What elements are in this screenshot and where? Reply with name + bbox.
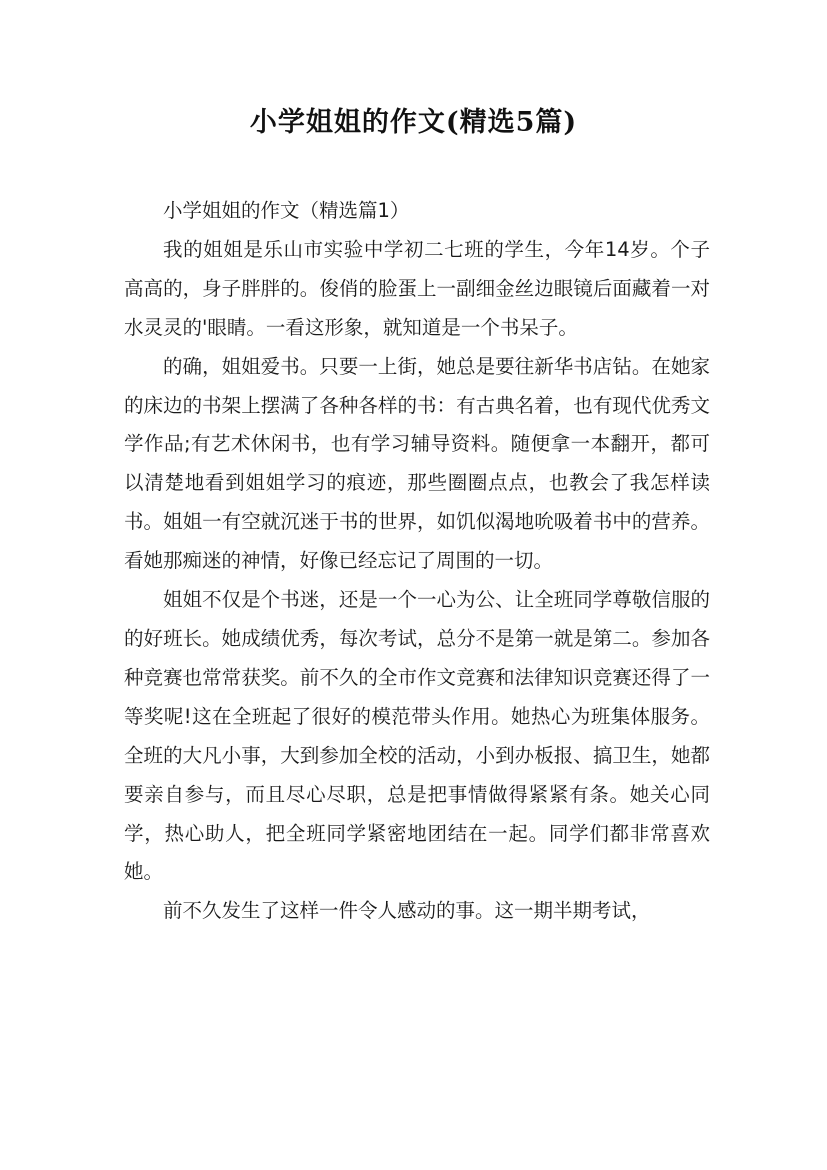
paragraph-2: 的确，姐姐爱书。只要一上街，她总是要往新华书店钻。在她家的床边的书架上摆满了各种各样的书：有古典名着，也有现代优秀文学作品;有艺术休闲书，也有学习辅导资料。随便拿一本翻开，都可以清楚地看到姐姐学习的痕迹，那些圈圈点点，也教会了我怎样读书。姐姐一有空就沉迷于书的世界，如饥似渴地吮吸着书中的营养。看她那痴迷的神情，好像已经忘记了周围的一切。 [124,354,710,573]
paragraph-1: 我的姐姐是乐山市实验中学初二七班的学生，今年14岁。个子高高的，身子胖胖的。俊俏的脸蛋上一副细金丝边眼镜后面藏着一对水灵灵的'眼睛。一看这形象，就知道是一个书呆子。 [124,237,710,339]
paragraph-4: 前不久发生了这样一件令人感动的事。这一期半期考试， [163,899,651,923]
document-body [124,192,710,931]
section-heading: 小学姐姐的作文（精选篇1） [163,199,410,222]
document-title: 小学姐姐的作文(精选5篇) [249,107,578,138]
paragraph-3: 姐姐不仅是个书迷，还是一个一心为公、让全班同学尊敬信服的的好班长。她成绩优秀，每次考试，总分不是第一就是第二。参加各种竞赛也常常获奖。前不久的全市作文竞赛和法律知识竞赛还得了一等奖呢!这在全班起了很好的模范带头作用。她热心为班集体服务。全班的大凡小事，大到参加全校的活动，小到办板报、搞卫生，她都要亲自参与，而且尽心尽职，总是把事情做得紧紧有条。她关心同学，热心助人，把全班同学紧密地团结在一起。同学们都非常喜欢她。 [124,588,710,884]
